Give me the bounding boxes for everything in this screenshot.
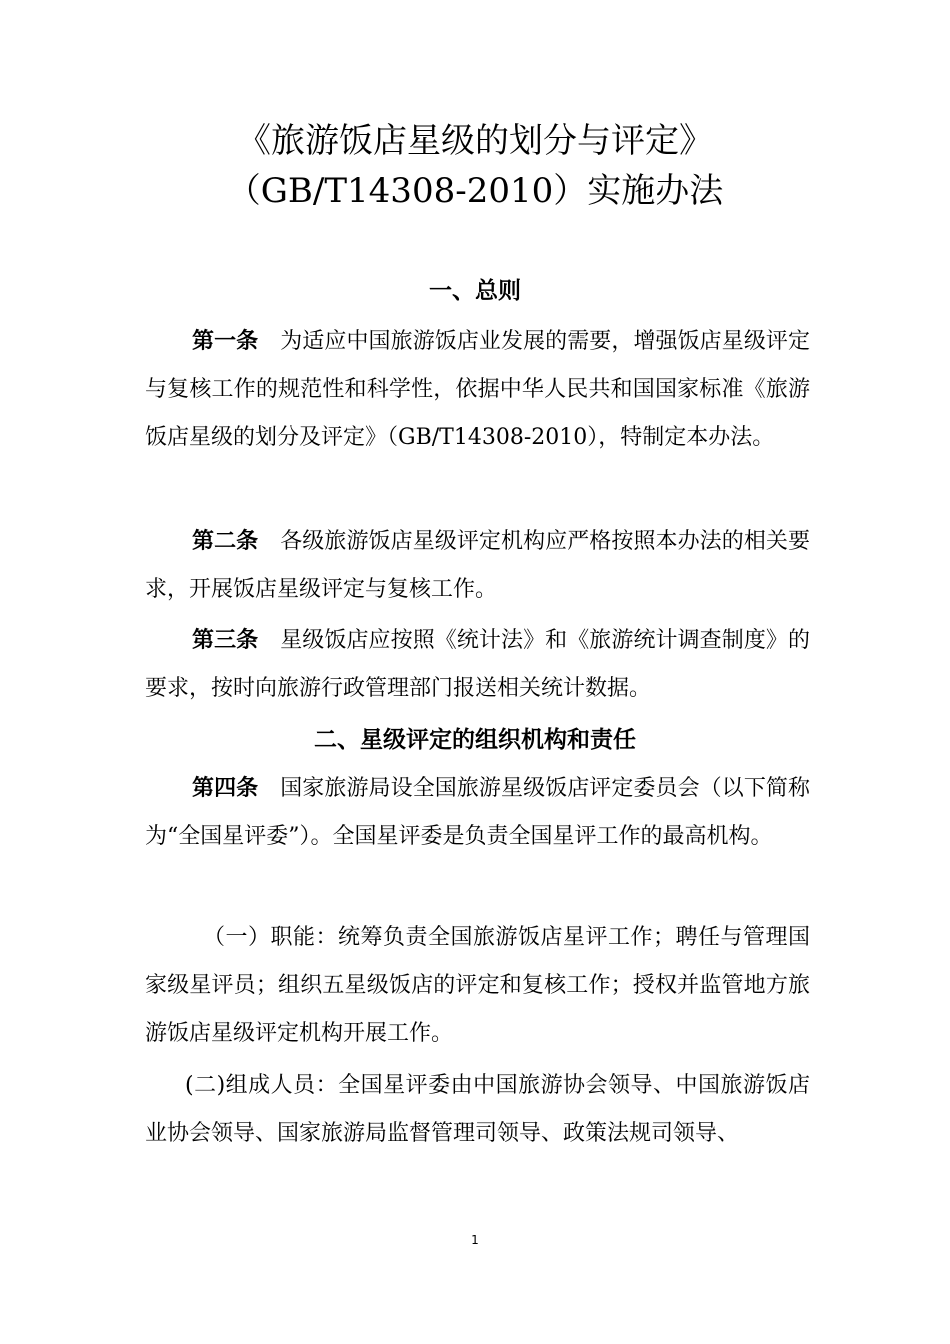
list-item-1: （一）职能：统筹负责全国旅游饭店星评工作；聘任与管理国家级星评员；组织五星级饭店的评定和复核工作；授权并监管地方旅游饭店星级评定机构开展工作。: [145, 925, 810, 1046]
article-1-text: 为适应中国旅游饭店业发展的需要，增强饭店星级评定与复核工作的规范性和科学性，依据中华人民共和国国家标准《旅游饭店星级的划分及评定》（GB/T14308-2010），特制定本办法。: [145, 329, 810, 450]
article-3: [145, 617, 810, 713]
section1-heading: 一、总则: [429, 278, 521, 304]
article-1-label: 第一条: [192, 329, 259, 354]
article-1: [145, 318, 810, 462]
article-3-text: 星级饭店应按照《统计法》和《旅游统计调查制度》的要求，按时向旅游行政管理部门报送相关统计数据。: [145, 628, 810, 701]
list-item-2: (二)组成人员：全国星评委由中国旅游协会领导、中国旅游饭店业协会领导、国家旅游局监督管理司领导、政策法规司领导、: [145, 1073, 810, 1146]
article-2: [145, 518, 810, 614]
page-number: 1: [471, 1233, 479, 1247]
document-title-line2: （GB/T14308-2010）实施办法: [226, 171, 724, 211]
document-title-line1: 《旅游饭店星级的划分与评定》: [237, 121, 713, 161]
section2-heading: 二、星级评定的组织机构和责任: [314, 727, 636, 753]
article-2-label: 第二条: [192, 529, 259, 554]
article-2-text: 各级旅游饭店星级评定机构应严格按照本办法的相关要求，开展饭店星级评定与复核工作。: [145, 529, 810, 602]
article-3-label: 第三条: [192, 628, 259, 653]
article-4-text: 国家旅游局设全国旅游星级饭店评定委员会（以下简称为“全国星评委”）。全国星评委是负责全国星评工作的最高机构。: [145, 776, 810, 849]
article-4: [145, 765, 810, 861]
article-4-label: 第四条: [192, 776, 259, 801]
